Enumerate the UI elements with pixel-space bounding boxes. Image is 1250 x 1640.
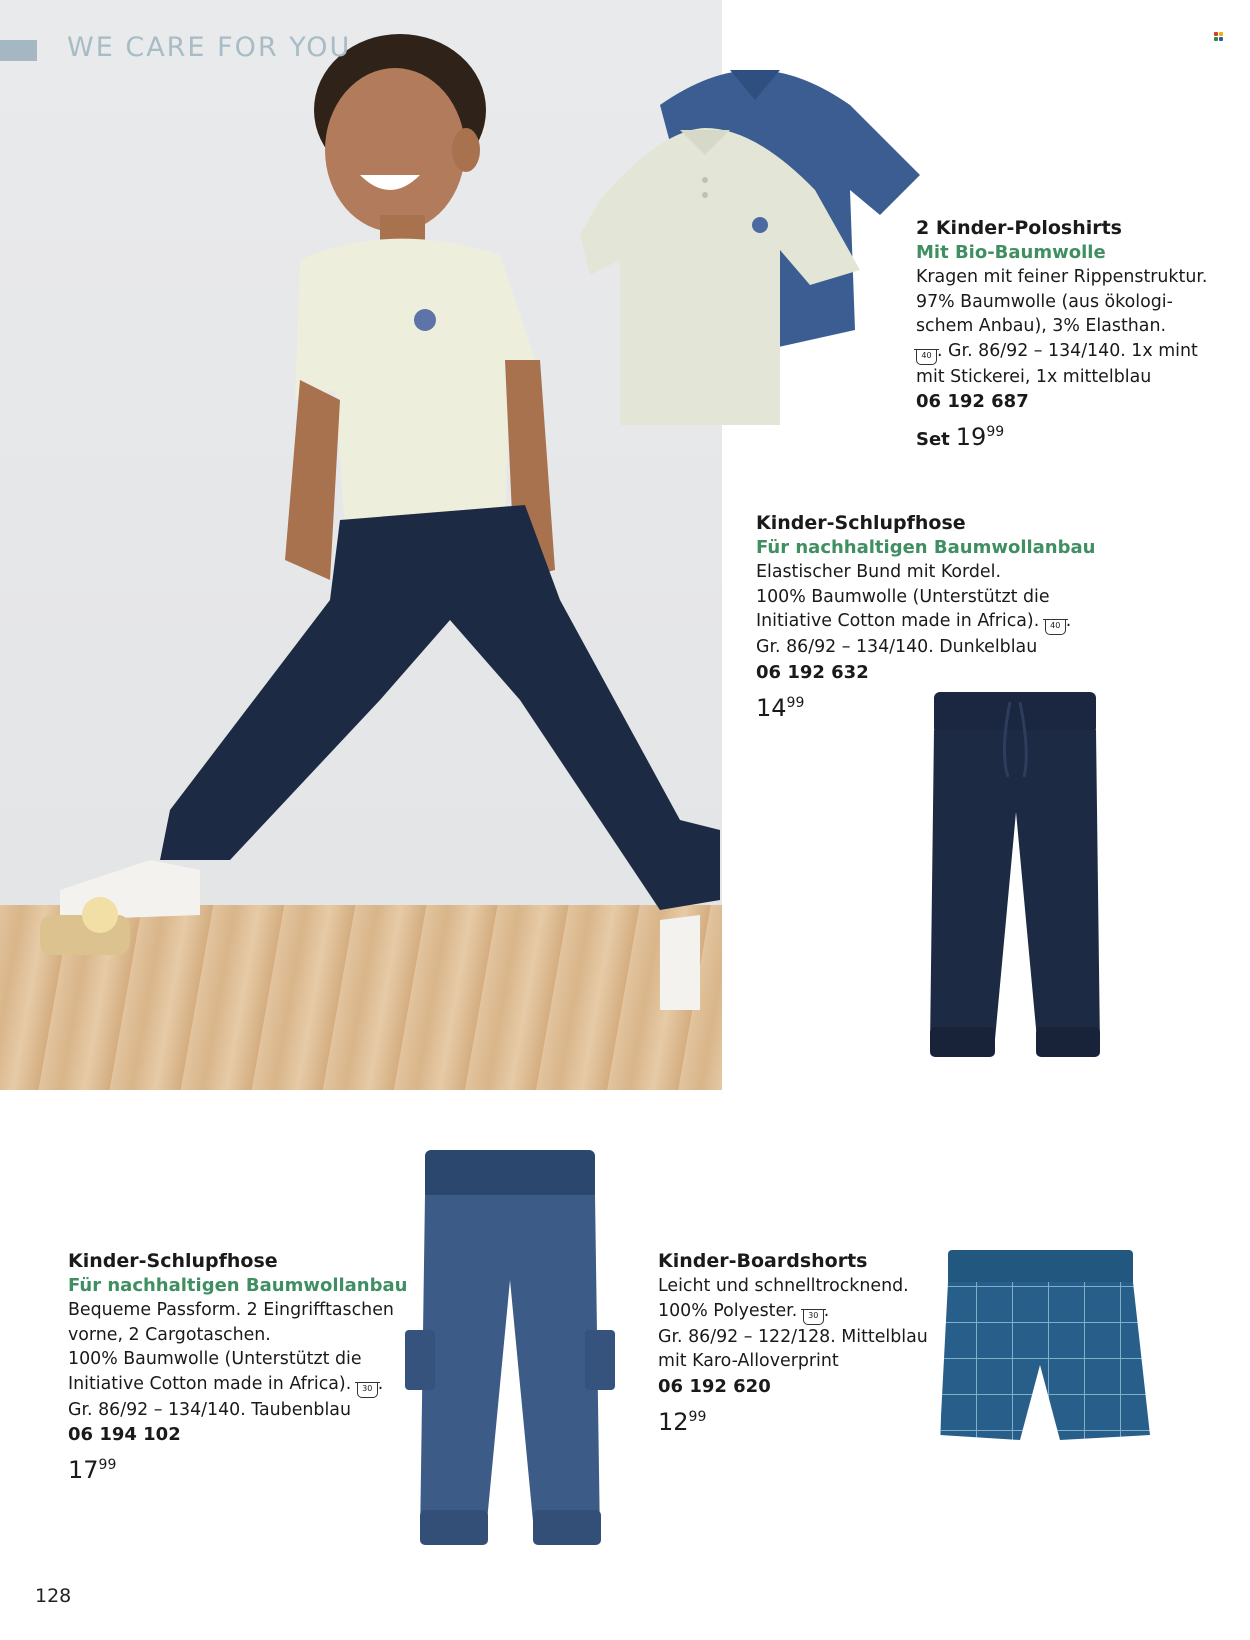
- description-line: Bequeme Passform. 2 Eingrifftaschen: [68, 1300, 394, 1320]
- description-text: Initiative Cotton made in Africa).: [756, 611, 1040, 631]
- description-line: vorne, 2 Cargotaschen.: [68, 1324, 271, 1345]
- price-main: 19: [955, 423, 987, 451]
- price-cents: 99: [786, 694, 805, 711]
- product-title: Kinder-Schlupfhose: [68, 1250, 278, 1272]
- description-text: . Gr. 86/92 – 134/140. 1x mint: [937, 340, 1198, 361]
- product-title: Kinder-Boardshorts: [658, 1250, 868, 1272]
- description-line-with-wash: [658, 1299, 928, 1325]
- price-cents: 99: [688, 1408, 707, 1425]
- description-line: schem Anbau), 3% Elasthan.: [916, 316, 1166, 336]
- article-number: 06 192 620: [658, 1375, 771, 1397]
- brand-logo-icon: [1214, 32, 1224, 42]
- product-boardshorts: [658, 1249, 928, 1437]
- description-line: Kragen mit feiner Rippenstruktur.: [916, 267, 1208, 287]
- description-line-with-wash: [916, 339, 1207, 365]
- wash-suffix: .: [377, 1373, 384, 1394]
- price: [658, 1405, 928, 1438]
- price: [916, 420, 1207, 453]
- description-line: 100% Baumwolle (Unterstützt die: [756, 586, 1050, 607]
- wash-30-icon: 30: [357, 1383, 378, 1398]
- product-subtitle: Mit Bio-Baumwolle: [916, 242, 1106, 263]
- product-title: Kinder-Schlupfhose: [756, 512, 966, 534]
- product-subtitle: Für nachhaltigen Baumwollanbau: [68, 1275, 408, 1296]
- product-schlupfhose-taubenblau: [68, 1249, 407, 1486]
- description-line: Leicht und schnelltrocknend.: [658, 1276, 909, 1296]
- article-number: 06 194 102: [68, 1424, 181, 1445]
- price-main: 14: [756, 693, 787, 722]
- poloshirts-image: [580, 30, 950, 430]
- price: [68, 1453, 407, 1486]
- wash-30-icon: 30: [803, 1310, 824, 1325]
- page-number: 128: [35, 1585, 72, 1607]
- description-line: Gr. 86/92 – 134/140. Dunkelblau: [756, 637, 1038, 657]
- dunkelblau-pants-image: [920, 692, 1110, 1087]
- description-text: 100% Polyester.: [658, 1300, 798, 1321]
- price-cents: 99: [98, 1457, 117, 1473]
- wash-suffix: .: [1065, 611, 1072, 631]
- product-title: 2 Kinder-Poloshirts: [916, 217, 1122, 239]
- description-line: 97% Baumwolle (aus ökologi-: [916, 291, 1173, 312]
- price-main: 17: [68, 1456, 99, 1484]
- price-main: 12: [658, 1407, 689, 1436]
- description-text: Initiative Cotton made in Africa).: [68, 1373, 352, 1394]
- description-line: Gr. 86/92 – 122/128. Mittelblau: [658, 1326, 928, 1347]
- price-prefix: Set: [916, 429, 950, 450]
- wash-suffix: .: [823, 1300, 830, 1321]
- description-line: Gr. 86/92 – 134/140. Taubenblau: [68, 1399, 351, 1420]
- description-line: mit Karo-Alloverprint: [658, 1351, 839, 1371]
- kicker-bar: [0, 40, 37, 61]
- description-line: mit Stickerei, 1x mittelblau: [916, 366, 1152, 387]
- article-number: 06 192 632: [756, 661, 869, 683]
- description-line-with-wash: [756, 609, 1095, 635]
- price-cents: 99: [986, 424, 1005, 440]
- wash-40-icon: 40: [916, 350, 937, 365]
- section-kicker: WE CARE FOR YOU: [67, 32, 352, 63]
- wash-40-icon: 40: [1045, 620, 1066, 635]
- description-line: Elastischer Bund mit Kordel.: [756, 562, 1001, 582]
- taubenblau-cargo-pants-image: [405, 1150, 615, 1570]
- product-subtitle: Für nachhaltigen Baumwollanbau: [756, 537, 1096, 558]
- product-poloshirts: [916, 216, 1207, 453]
- description-line: 100% Baumwolle (Unterstützt die: [68, 1349, 362, 1369]
- article-number: 06 192 687: [916, 391, 1029, 412]
- boardshorts-image: [940, 1250, 1155, 1450]
- description-line-with-wash: [68, 1372, 407, 1398]
